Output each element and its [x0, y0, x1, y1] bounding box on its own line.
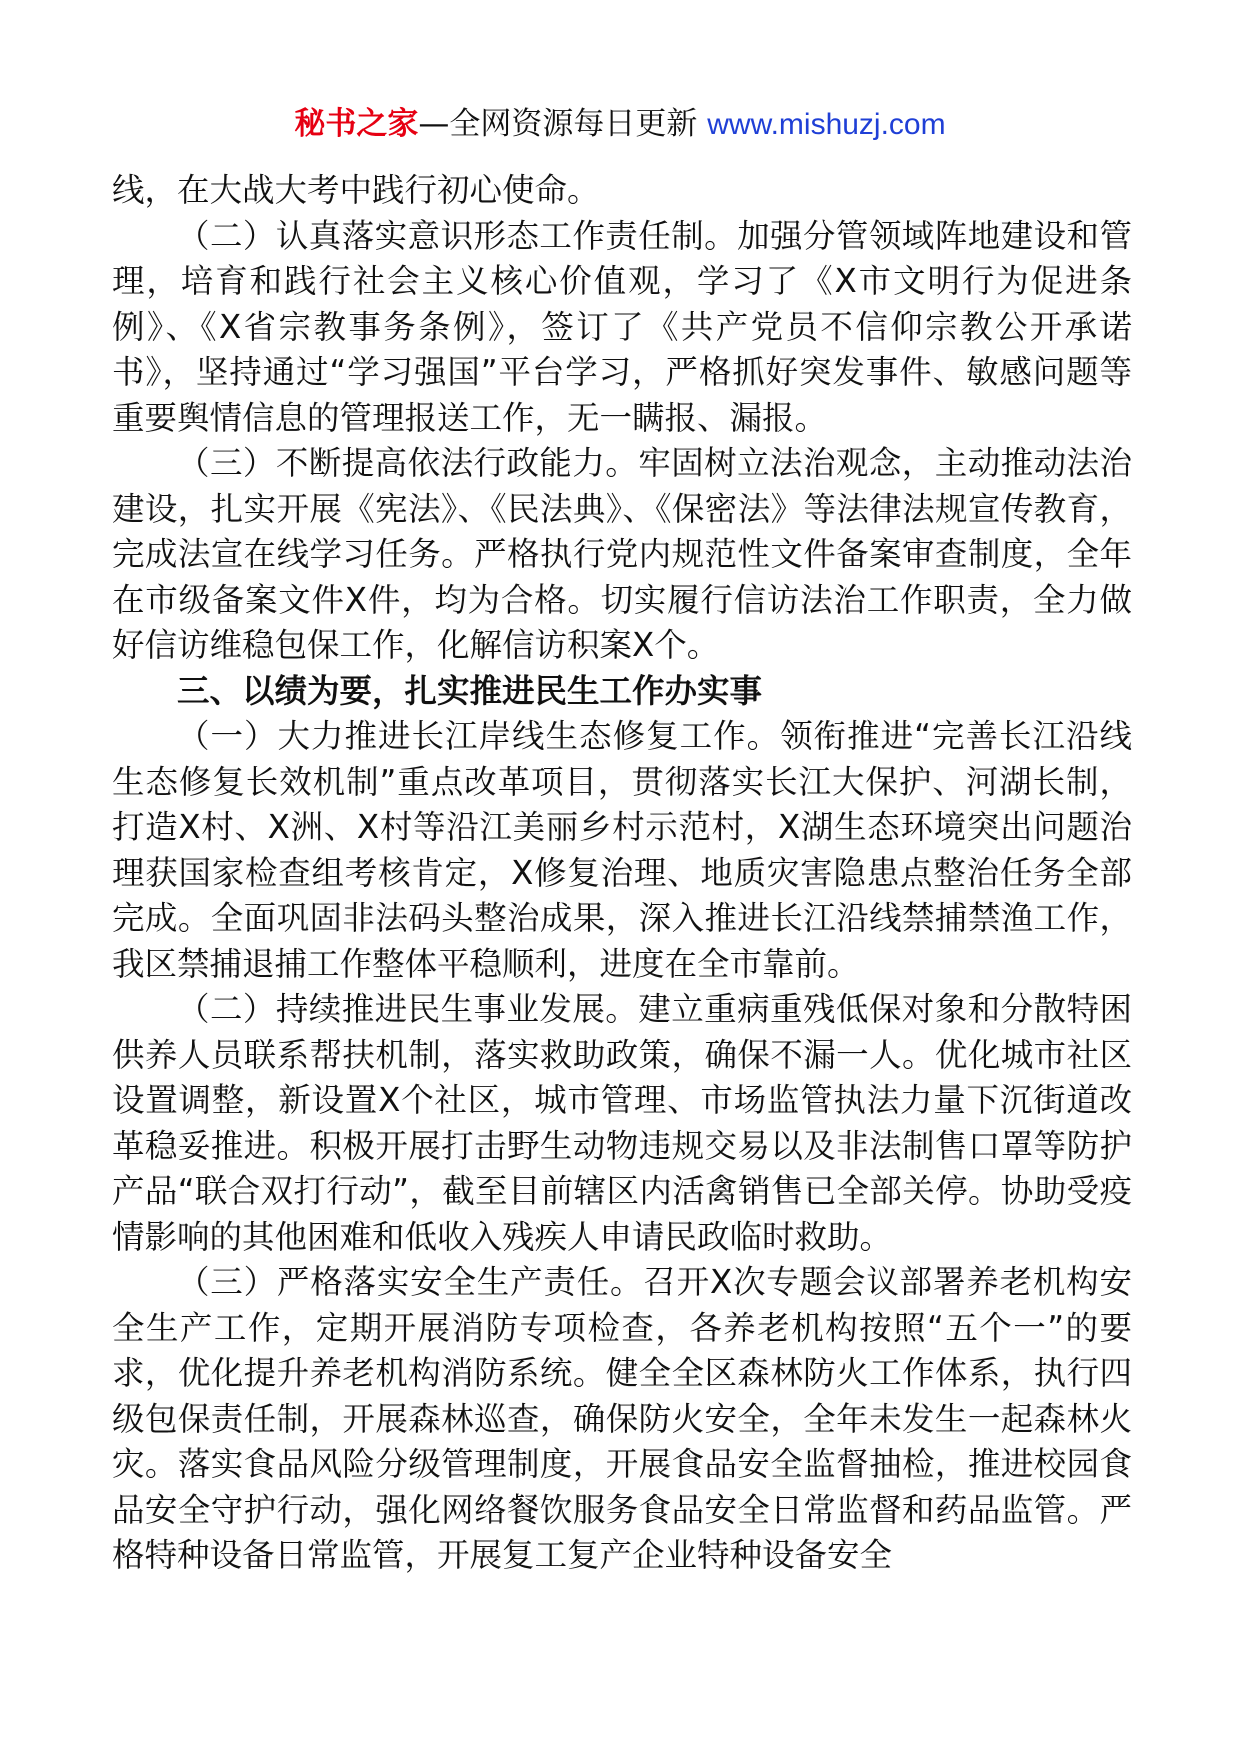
document-body [112, 168, 1132, 1579]
paragraph-safety-production: （三）严格落实安全生产责任。召开X次专题会议部署养老机构安全生产工作，定期开展消防专项检查，各养老机构按照“五个一”的要求，优化提升养老机构消防系统。健全全区森林防火工作体系，执行四级包保责任制，开展森林巡查，确保防火安全，全年未发生一起森林火灾。落实食品风险分级管理制度，开展食品安全监督抽检，推进校园食品安全守护行动，强化网络餐饮服务食品安全日常监督和药品监管。严格特种设备日常监管，开展复工复产企业特种设备安全 [112, 1263, 1132, 1574]
paragraph-yangtze-ecology: （一）大力推进长江岸线生态修复工作。领衔推进“完善长江沿线生态修复长效机制”重点改革项目，贯彻落实长江大保护、河湖长制，打造X村、X洲、X村等沿江美丽乡村示范村，X湖生态环境突出问题治理获国家检查组考核肯定，X修复治理、地质灾害隐患点整治任务全部完成。全面巩固非法码头整治成果，深入推进长江沿线禁捕禁渔工作，我区禁捕退捕工作整体平稳顺利，进度在全市靠前。 [112, 717, 1132, 983]
paragraph-rule-of-law: （三）不断提高依法行政能力。牢固树立法治观念，主动推动法治建设，扎实开展《宪法》、《民法典》、《保密法》等法律法规宣传教育，完成法宣在线学习任务。严格执行党内规范性文件备案审查制度，全年在市级备案文件X件，均为合格。切实履行信访法治工作职责，全力做好信访维稳包保工作，化解信访积案X个。 [112, 444, 1132, 664]
paragraph-livelihood-development: （二）持续推进民生事业发展。建立重病重残低保对象和分散特困供养人员联系帮扶机制，落实救助政策，确保不漏一人。优化城市社区设置调整，新设置X个社区，城市管理、市场监管执法力量下沉街道改革稳妥推进。积极开展打击野生动物违规交易以及非法制售口罩等防护产品“联合双打行动”，截至目前辖区内活禽销售已全部关停。协助受疫情影响的其他困难和低收入残疾人申请民政临时救助。 [112, 990, 1132, 1256]
paragraph-continuation: 线，在大战大考中践行初心使命。 [112, 171, 600, 209]
paragraph-ideology-responsibility: （二）认真落实意识形态工作责任制。加强分管领域阵地建设和管理，培育和践行社会主义核心价值观，学习了《X市文明行为促进条例》、《X省宗教事务条例》，签订了《共产党员不信仰宗教公开承诺书》，坚持通过“学习强国”平台学习，严格抓好突发事件、敏感问题等重要舆情信息的管理报送工作，无一瞒报、漏报。 [112, 216, 1132, 437]
website-link[interactable]: www.mishuzj.com [707, 108, 946, 141]
header-slogan: —全网资源每日更新 [418, 106, 708, 142]
page-header [0, 100, 1240, 149]
section-heading-livelihood: 三、以绩为要，扎实推进民生工作办实事 [177, 671, 763, 710]
brand-name: 秘书之家 [294, 106, 419, 142]
